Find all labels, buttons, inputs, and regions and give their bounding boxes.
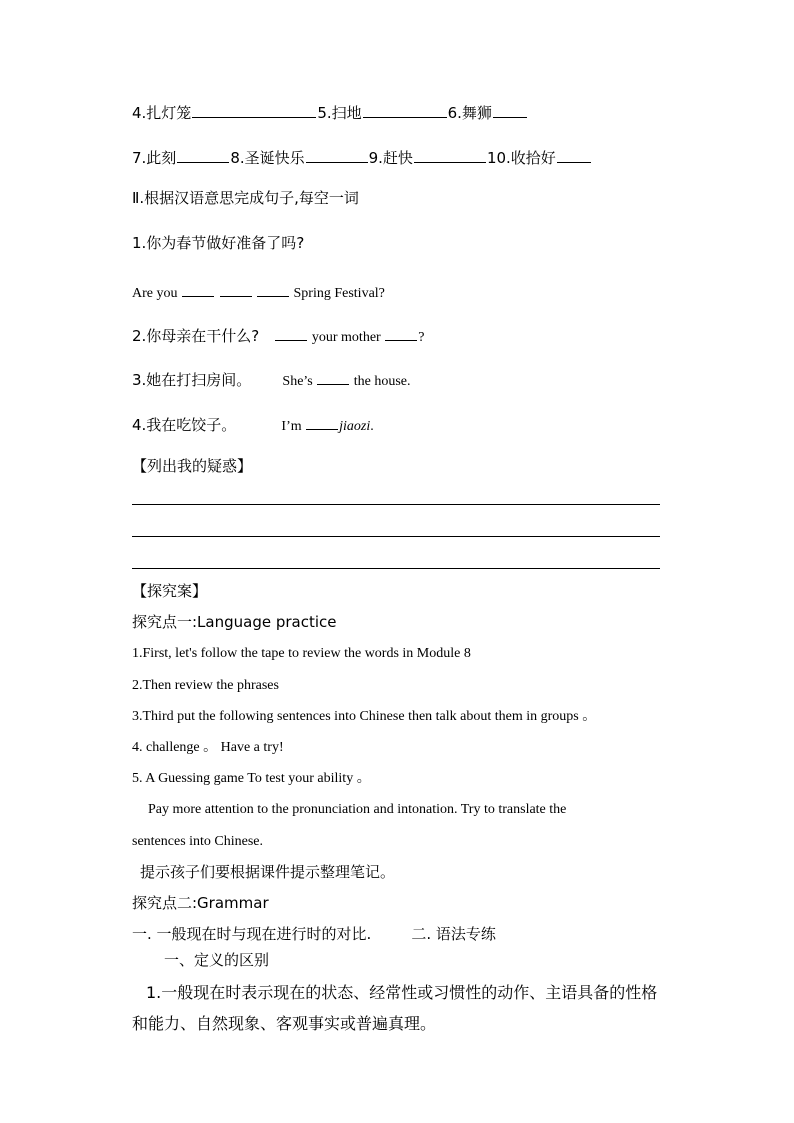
vocab-label: 9.赶快	[368, 149, 413, 167]
question-3-chinese: 3.她在打扫房间。	[132, 371, 252, 389]
answer-blank[interactable]	[557, 148, 591, 163]
answer-blank[interactable]	[182, 282, 214, 297]
sentence-text: .	[370, 419, 374, 434]
grammar-heading-a: 一. 一般现在时与现在进行时的对比.	[132, 925, 372, 943]
step-item: 2.Then review the phrases	[132, 678, 279, 693]
answer-blank[interactable]	[493, 103, 527, 118]
sentence-text: the house.	[353, 374, 411, 389]
answer-blank[interactable]	[275, 326, 307, 341]
definition-text: 和能力、自然现象、客观事实或普遍真理。	[132, 1014, 437, 1033]
answer-blank[interactable]	[306, 415, 338, 430]
step-item: 3.Third put the following sentences into Chinese then talk about them in groups 。	[132, 709, 597, 724]
question-1-english	[132, 282, 385, 301]
vocab-row-2	[132, 148, 592, 166]
writing-line[interactable]	[132, 568, 660, 569]
step-item: 1.First, let's follow the tape to review the words in Module 8	[132, 646, 471, 661]
answer-blank[interactable]	[317, 370, 349, 385]
question-2-chinese: 2.你母亲在干什么?	[132, 327, 260, 345]
doubts-title: 【列出我的疑惑】	[132, 457, 253, 475]
attention-line: sentences into Chinese.	[132, 834, 264, 849]
explore-point-1: 探究点一:Language practice	[132, 613, 337, 631]
step-item: 4. challenge 。 Have a try!	[132, 740, 284, 755]
sentence-text: I’m	[281, 419, 302, 434]
vocab-label: 7.此刻	[132, 149, 177, 167]
answer-blank[interactable]	[257, 282, 289, 297]
writing-line[interactable]	[132, 504, 660, 505]
answer-blank[interactable]	[363, 103, 447, 118]
definition-title: 一、定义的区别	[164, 951, 270, 969]
explore-point-2: 探究点二:Grammar	[132, 894, 269, 912]
answer-blank[interactable]	[192, 103, 316, 118]
explore-title: 【探究案】	[132, 582, 208, 600]
answer-blank[interactable]	[220, 282, 252, 297]
question-4	[132, 415, 374, 434]
step-item: 5. A Guessing game To test your ability 。	[132, 771, 371, 786]
section-2-title: Ⅱ.根据汉语意思完成句子,每空一词	[132, 189, 359, 207]
question-4-chinese: 4.我在吃饺子。	[132, 416, 237, 434]
sentence-text: She’s	[282, 374, 313, 389]
question-2	[132, 326, 424, 345]
sentence-text: Spring Festival?	[293, 286, 385, 301]
sentence-text-italic: jiaozi	[339, 419, 371, 434]
question-1-chinese: 1.你为春节做好准备了吗?	[132, 234, 305, 252]
sentence-text: your mother	[311, 330, 381, 345]
grammar-heading	[132, 927, 496, 942]
vocab-label: 8.圣诞快乐	[230, 149, 305, 167]
answer-blank[interactable]	[385, 326, 417, 341]
vocab-label: 6.舞狮	[447, 104, 492, 122]
reminder-text: 提示孩子们要根据课件提示整理笔记。	[140, 863, 396, 881]
answer-blank[interactable]	[306, 148, 368, 163]
definition-text: 1.一般现在时表示现在的状态、经常性或习惯性的动作、主语具备的性格	[146, 983, 658, 1002]
sentence-text: ?	[418, 330, 425, 345]
answer-blank[interactable]	[414, 148, 486, 163]
question-3	[132, 370, 411, 389]
attention-line: Pay more attention to the pronunciation and intonation. Try to translate the	[148, 802, 567, 817]
vocab-label: 5.扫地	[317, 104, 362, 122]
writing-line[interactable]	[132, 536, 660, 537]
vocab-row-1	[132, 103, 528, 121]
vocab-label: 4.扎灯笼	[132, 104, 192, 122]
answer-blank[interactable]	[177, 148, 229, 163]
grammar-heading-b: 二. 语法专练	[411, 925, 496, 943]
vocab-label: 10.收拾好	[486, 149, 556, 167]
sentence-text: Are you	[132, 286, 178, 301]
